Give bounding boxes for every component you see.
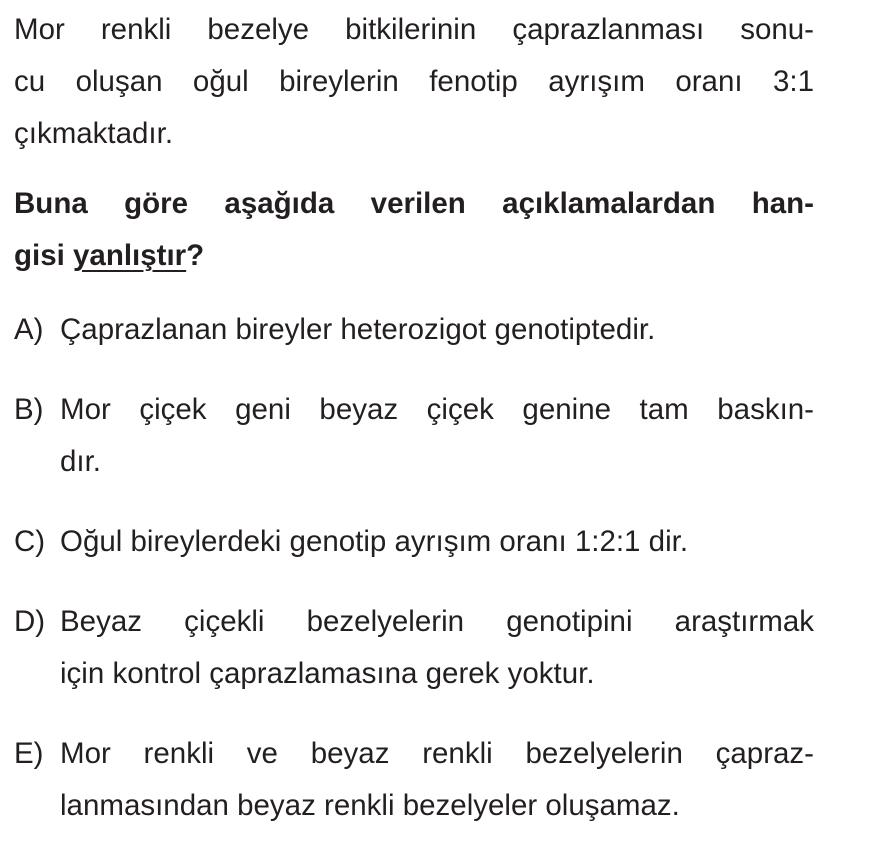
option-text	[60, 304, 814, 356]
stem-line: Mor renkli bezelye bitkilerinin çaprazlanması sonu-	[14, 13, 814, 46]
option-letter: A)	[14, 313, 44, 346]
stem-line: cu oluşan oğul bireylerin fenotip ayrışım oranı 3:1	[14, 65, 814, 98]
option-text	[60, 596, 814, 700]
answer-options	[14, 304, 814, 832]
option-b[interactable]	[14, 384, 814, 488]
question-stem	[14, 4, 814, 160]
option-a[interactable]	[14, 304, 814, 356]
option-line: dır.	[60, 445, 101, 478]
question-block	[14, 4, 814, 860]
prompt-suffix: ?	[186, 239, 205, 272]
option-letter: B)	[14, 393, 44, 426]
option-letter: E)	[14, 737, 44, 770]
option-text	[60, 384, 814, 488]
prompt-prefix: gisi	[14, 239, 74, 272]
option-line: Mor çiçek geni beyaz çiçek genine tam baskın-	[60, 393, 814, 426]
option-line: Beyaz çiçekli bezelyelerin genotipini araştırmak	[60, 605, 814, 638]
option-letter: C)	[14, 525, 46, 558]
option-d[interactable]	[14, 596, 814, 700]
prompt-emphasis: yanlıştır	[73, 239, 187, 272]
option-line: Oğul bireylerdeki genotip ayrışım oranı 1:2:1 dir.	[60, 525, 689, 558]
question-prompt	[14, 178, 814, 282]
option-e[interactable]	[14, 728, 814, 832]
option-text	[60, 728, 814, 832]
option-c[interactable]	[14, 516, 814, 568]
option-line: Mor renkli ve beyaz renkli bezelyelerin çapraz-	[60, 737, 814, 770]
prompt-line	[14, 230, 814, 282]
option-letter: D)	[14, 605, 46, 638]
option-line: lanmasından beyaz renkli bezelyeler oluşamaz.	[60, 789, 680, 822]
option-text	[60, 516, 814, 568]
prompt-line: Buna göre aşağıda verilen açıklamalardan han-	[14, 187, 814, 220]
option-line: için kontrol çaprazlamasına gerek yoktur.	[60, 657, 595, 690]
stem-line: çıkmaktadır.	[14, 117, 174, 150]
option-line: Çaprazlanan bireyler heterozigot genotiptedir.	[60, 313, 656, 346]
